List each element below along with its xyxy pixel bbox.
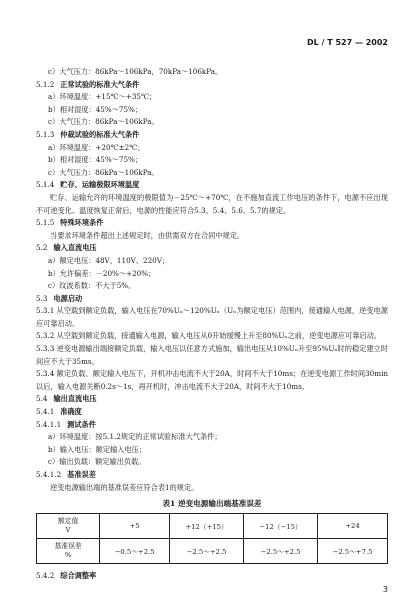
section-number: 5.2 [36,243,48,253]
section-title: 输入直流电压 [53,243,97,253]
clause-paragraph: 5.3.1 从空载到额定负载，输入电压在70%Uₙ～120%Uₙ（Uₙ为额定电压）范围内，接通输入电源，逆变电源应可靠启动。 [36,306,388,328]
table-caption: 表1 逆变电源输出端基准误差 [162,499,262,509]
section-number: 5.4.1.1 [36,419,62,429]
paragraph: 贮存、运输允许的环境温度的极限值为－25℃～+70℃，在不施加直流工作电压的条件下，电源不应出现不可逆变化。温度恢复正常后，电源的性能应符合5.3、5.4、5.6、5.7的规定。 [36,192,388,215]
list-item: a）环境温度：按5.1.2规定的正常试验标准大气条件； [48,432,222,442]
list-item: b）相对湿度：45%～75%； [48,155,143,165]
table-cell: −2.5～+2.5 [170,539,244,564]
table-cell: +24 [318,514,388,539]
document-header: DL / T 527 — 2002 [306,38,388,47]
table-cell: −2.5～+7.5 [318,539,388,564]
section-number: 5.1.5 [36,218,55,228]
section-number: 5.1.4 [36,180,55,190]
section-heading [36,419,388,432]
clause-paragraph: 5.3.3 逆变电源输出端接额定负载，输入电压以任意方式施加，输出电压从10%Uₙ升至95%Uₙ时的稳定建立时间应不大于35ms。 [36,344,388,366]
section-title: 综合调整率 [60,571,97,581]
table-cell: +5 [100,514,170,539]
section-number: 5.3 [36,293,48,303]
list-item: c）大气压力：86kPa～106kPa。 [48,167,159,177]
section-number: 5.4.1.2 [36,470,62,479]
row-header-line: V [65,526,71,535]
section-heading [36,129,388,142]
section-title: 准确度 [60,407,82,417]
section-title: 电源启动 [53,293,83,303]
table-cell: −0.5～+2.5 [100,539,170,564]
table-cell: −12（−15） [244,514,318,539]
list-item: a）环境温度：+20℃±2℃； [48,142,145,152]
body-text [36,66,388,494]
section-heading [36,570,388,583]
section-title: 特殊环境条件 [60,218,104,228]
list-item: c）输出负载：额定输出负载。 [48,457,146,467]
section-heading [36,79,388,92]
section-title: 输出直流电压 [53,394,97,404]
section-number: 5.1.2 [36,79,55,89]
section-heading [36,393,388,406]
section-heading [36,179,388,192]
row-header-line: 基准误差 [54,542,82,551]
section-heading [36,217,388,230]
list-item: b）输入电压：额定输入电压； [48,444,147,454]
list-item: c）大气压力：86kPa～106kPa，70kPa～106kPa。 [48,67,223,76]
section-heading [36,406,388,419]
section-number: 5.4.1 [36,407,55,417]
list-item: c）大气压力：86kPa～106kPa。 [48,117,159,127]
page-number: 3 [382,585,388,594]
list-item: a）额定电压：48V、110V、220V； [48,255,170,265]
clause-paragraph: 5.3.4 额定负载、额定输入电压下，开机冲击电流不大于20A，时间不大于10ms；在逆变电源工作时间30min以后，输入电源关断0.2s～1s，再开机时，冲击电流不大于20A，时间不大于10ms。 [36,369,388,391]
paragraph: 当要求环境条件超出上述规定时，由供需双方在合同中规定。 [50,230,245,240]
row-header-line: 额定值 [57,517,79,526]
paragraph: 逆变电源输出端的基准误差应符合表1的规定。 [50,482,199,492]
table-row [37,539,388,564]
section-title: 测试条件 [67,419,96,429]
list-item: b）相对湿度：45%～75%； [48,104,143,114]
section-number: 5.4 [36,394,48,404]
section-heading [36,242,388,255]
table-cell: +12（+15） [170,514,244,539]
table-row [37,514,388,539]
row-header [37,539,100,564]
section-title: 基准误差 [67,470,96,479]
section-number: 5.1.3 [36,129,55,139]
section-title: 正常试验的标准大气条件 [60,79,140,89]
section-heading [36,293,388,306]
list-item: a）环境温度：+15℃～+35℃； [48,92,157,102]
section-title: 仲裁试验的标准大气条件 [60,129,140,139]
section-heading [36,469,388,482]
page-content [36,66,388,583]
row-header [37,514,100,539]
section-title: 贮存、运输极限环境温度 [60,180,140,190]
list-item: b）允许偏差：－20%～+20%； [48,268,156,278]
body-text-after [36,570,388,583]
table-cell: −2.5～+2.5 [244,539,318,564]
error-table [36,513,388,564]
section-number: 5.4.2 [36,571,55,581]
clause-paragraph: 5.3.2 从空载到额定负载，接通输入电源，输入电压从0开始缓慢上升至80%Uₙ之前，逆变电源应可靠启动。 [36,331,381,341]
list-item: c）纹波系数：不大于5%。 [48,281,136,291]
row-header-line: % [64,551,72,560]
